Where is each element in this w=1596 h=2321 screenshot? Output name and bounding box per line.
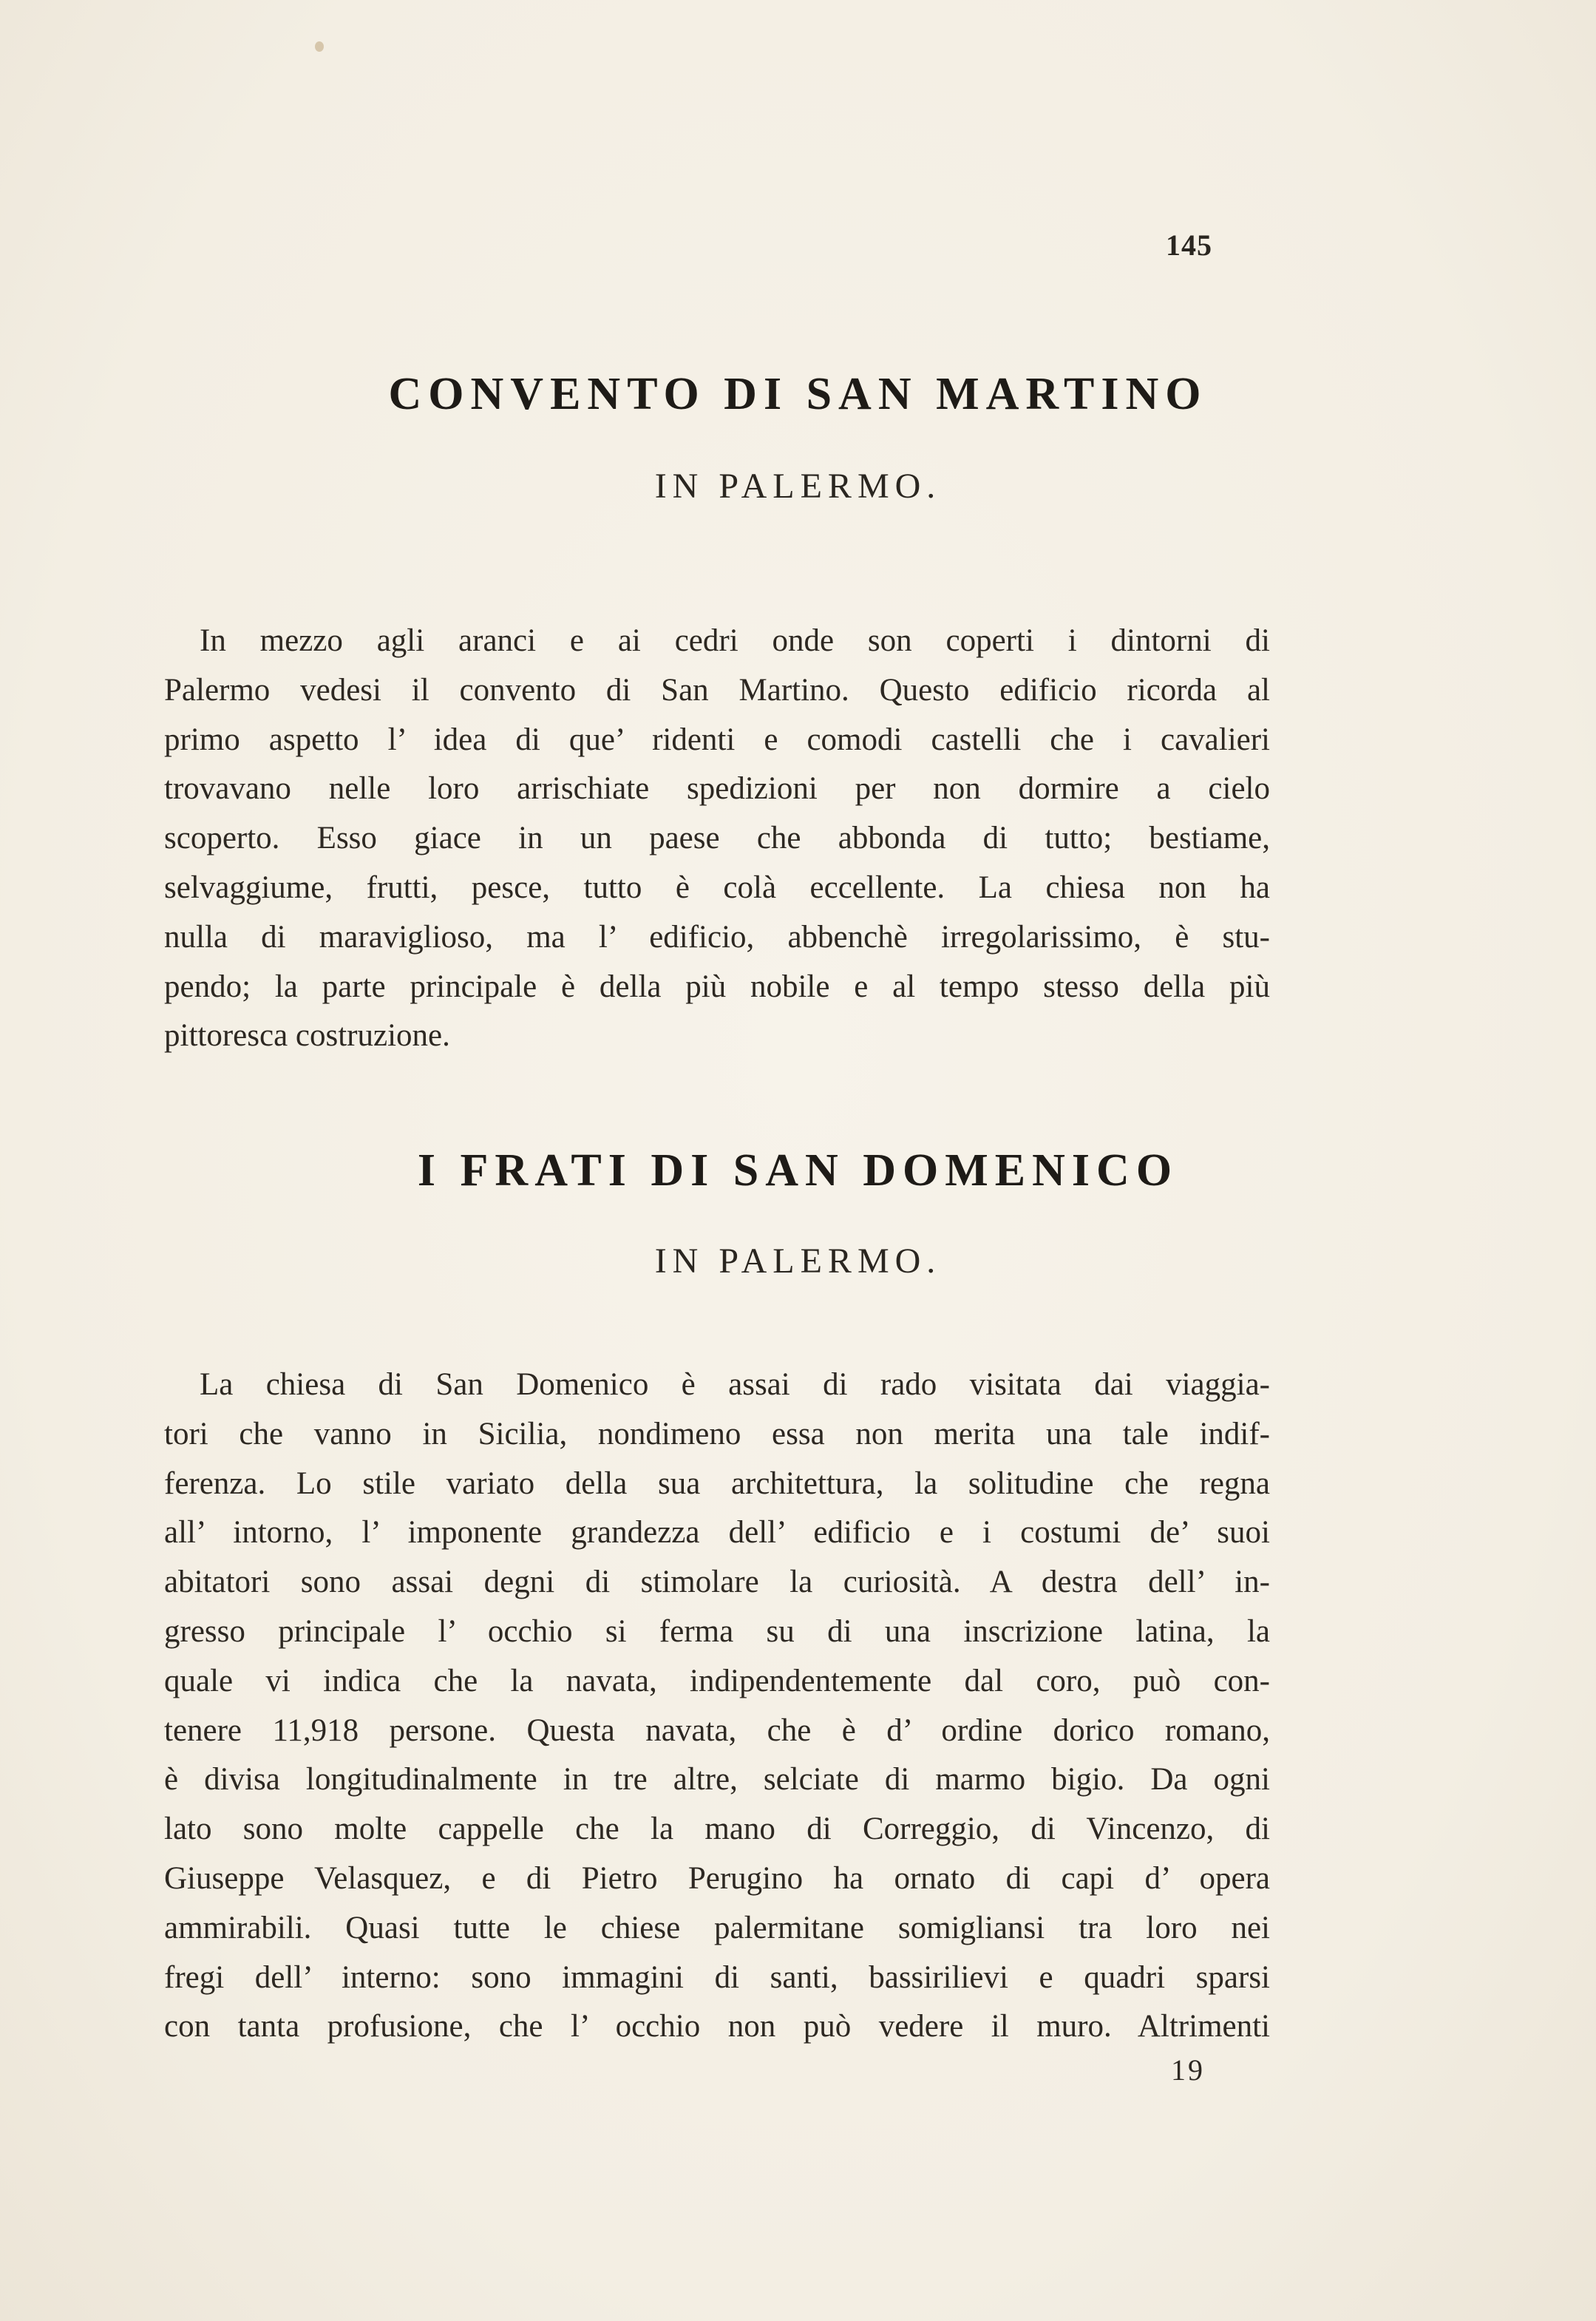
text-line: fregi dell’ interno: sono immagini di santi, bassirilievi e quadri sparsi bbox=[164, 1959, 1270, 1995]
paragraph-convento bbox=[164, 617, 1270, 1061]
text-line: tori che vanno in Sicilia, nondimeno essa non merita una tale indif- bbox=[164, 1416, 1270, 1451]
text-line: gresso principale l’ occhio si ferma su di una inscrizione latina, la bbox=[164, 1613, 1270, 1649]
signature-mark: 19 bbox=[1171, 2053, 1205, 2087]
paragraph-frati bbox=[164, 1361, 1270, 2052]
text-line: In mezzo agli aranci e ai cedri onde son coperti i dintorni di bbox=[200, 623, 1270, 658]
text-line: all’ intorno, l’ imponente grandezza dell’ edificio e i costumi de’ suoi bbox=[164, 1515, 1270, 1551]
text-line: ammirabili. Quasi tutte le chiese palermitane somigliansi tra loro nei bbox=[164, 1910, 1270, 1945]
text-line: quale vi indica che la navata, indipendentemente dal coro, può con- bbox=[164, 1663, 1270, 1698]
text-line: con tanta profusione, che l’ occhio non può vedere il muro. Altrimenti bbox=[164, 2009, 1270, 2044]
paper-stain bbox=[315, 41, 324, 52]
text-line: La chiesa di San Domenico è assai di rado visitata dai viaggia- bbox=[200, 1367, 1270, 1402]
text-line: tenere 11,918 persone. Questa navata, che è d’ ordine dorico romano, bbox=[164, 1712, 1270, 1748]
text-line: ferenza. Lo stile variato della sua architettura, la solitudine che regna bbox=[164, 1466, 1270, 1501]
page-number: 145 bbox=[1166, 228, 1212, 262]
text-line: è divisa longitudinalmente in tre altre, selciate di marmo bigio. Da ogni bbox=[164, 1762, 1270, 1797]
text-line: pittoresca costruzione. bbox=[164, 1018, 450, 1054]
text-line: lato sono molte cappelle che la mano di Correggio, di Vincenzo, di bbox=[164, 1812, 1270, 1847]
section-title-frati: I FRATI DI SAN DOMENICO bbox=[417, 1145, 1179, 1196]
text-line: abitatori sono assai degni di stimolare la curiosità. A destra dell’ in- bbox=[164, 1565, 1270, 1600]
text-line: pendo; la parte principale è della più nobile e al tempo stesso della più bbox=[164, 969, 1270, 1004]
section-subtitle-frati: IN PALERMO. bbox=[654, 1241, 942, 1281]
text-line: scoperto. Esso giace in un paese che abbonda di tutto; bestiame, bbox=[164, 821, 1270, 856]
text-line: Giuseppe Velasquez, e di Pietro Perugino ha ornato di capi d’ opera bbox=[164, 1860, 1270, 1896]
text-line: selvaggiume, frutti, pesce, tutto è colà eccellente. La chiesa non ha bbox=[164, 870, 1270, 905]
text-line: trovavano nelle loro arrischiate spedizioni per non dormire a cielo bbox=[164, 771, 1270, 807]
text-line: nulla di maraviglioso, ma l’ edificio, abbenchè irregolarissimo, è stu- bbox=[164, 919, 1270, 955]
text-line: primo aspetto l’ idea di que’ ridenti e comodi castelli che i cavalieri bbox=[164, 722, 1270, 757]
section-title-convento: CONVENTO DI SAN MARTINO bbox=[388, 369, 1208, 419]
text-line: Palermo vedesi il convento di San Martino. Questo edificio ricorda al bbox=[164, 672, 1270, 708]
section-subtitle-convento: IN PALERMO. bbox=[654, 467, 942, 506]
